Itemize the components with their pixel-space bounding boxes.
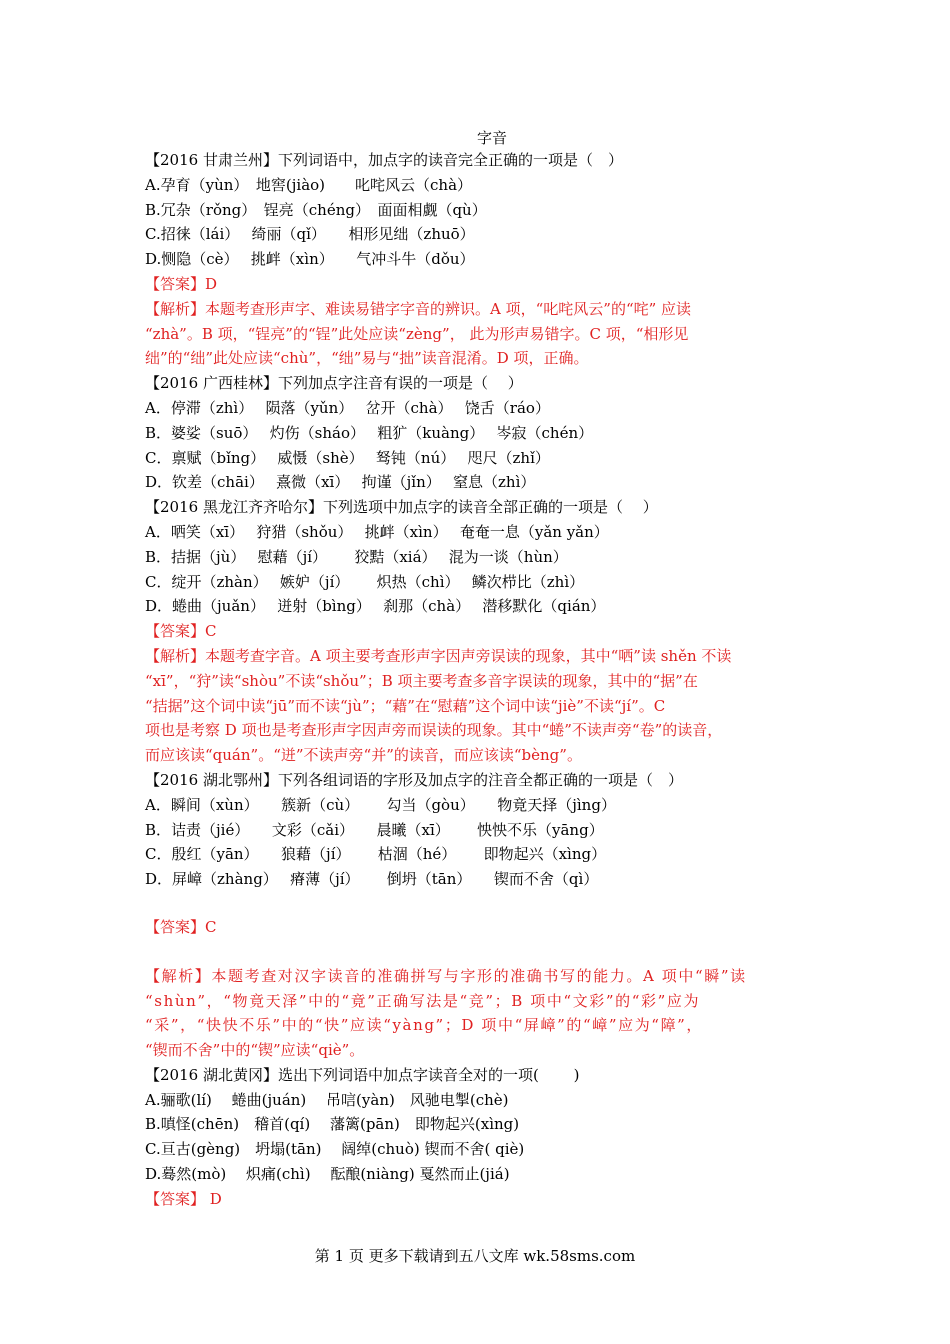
q2-option-c: C．禀赋（bǐng） 威慑（shè） 驽钝（nú） 咫尺（zhǐ） xyxy=(145,448,550,467)
q3-analysis-line: 项也是考察 D 项也是考查形声字因声旁而误读的现象。其中“蜷”不读声旁“卷”的读音， xyxy=(145,721,723,740)
q4-option-d: D．屏嶂（zhàng） 瘠薄（jí） 倒坍（tān） 锲而不舍（qì） xyxy=(145,870,599,889)
page-title: 字音 xyxy=(476,129,507,147)
document-body xyxy=(145,148,825,1212)
q3-prompt: 【2016 黑龙江齐齐哈尔】下列选项中加点字的读音全部正确的一项是（ ） xyxy=(145,498,658,517)
q4-analysis-line: 【解析】本题考查对汉字读音的准确拼写与字形的准确书写的能力。A 项中“瞬”读 xyxy=(145,966,747,985)
q4-analysis-line: “锲而不舍”中的“锲”应读“qiè”。 xyxy=(145,1041,365,1060)
q5-option-b: B.嗔怪(chēn) 稽首(qí) 藩篱(pān) 即物起兴(xìng) xyxy=(145,1115,520,1134)
q1-analysis-line: 【解析】本题考查形声字、难读易错字字音的辨识。A 项，“叱咤风云”的“咤” 应读 xyxy=(145,299,692,318)
q3-analysis-line: 【解析】本题考查字音。A 项主要考查形声字因声旁误读的现象，其中“哂”读 shěn 不读 xyxy=(145,646,732,665)
q3-option-a: A．哂笑（xī） 狩猎（shǒu） 挑衅（xìn） 奄奄一息（yǎn yǎn） xyxy=(145,522,609,541)
q1-prompt: 【2016 甘肃兰州】下列词语中，加点字的读音完全正确的一项是（ ） xyxy=(145,151,623,169)
q1-option-c: C.招徕（lái） 绮丽（qǐ） 相形见绌（zhuō） xyxy=(145,225,475,244)
q2-option-a: A．停滞（zhì） 陨落（yǔn） 岔开（chà） 饶舌（ráo） xyxy=(145,398,550,417)
q4-analysis-line: “shùn”，“物竟天泽”中的“竟”正确写法是“竞”；B 项中“文彩”的“彩”应为 xyxy=(145,991,701,1010)
paragraph-gap xyxy=(145,892,825,916)
q3-answer: 【答案】C xyxy=(145,622,217,641)
q2-option-d: D．钦差（chāi） 熹微（xī） 拘谨（jǐn） 窒息（zhì） xyxy=(145,473,536,492)
q1-analysis-line: 绌”的“绌”此处应读“chù”，“绌”易与“拙”读音混淆。D 项，正确。 xyxy=(145,349,589,368)
q4-option-a: A．瞬间（xùn） 簇新（cù） 勾当（gòu） 物竟天择（jìng） xyxy=(145,795,616,814)
q4-option-b: B．诘责（jié） 文彩（cǎi） 晨曦（xī） 怏怏不乐（yāng） xyxy=(145,820,604,839)
q3-analysis-line: “xī”，“狩”读“shòu”不读“shǒu”；B 项主要考查多音字误读的现象，其中的“据”在 xyxy=(145,671,698,690)
q3-option-b: B．拮据（jù） 慰藉（jí） 狡黠（xiá） 混为一谈（hùn） xyxy=(145,547,568,566)
q3-option-c: C．绽开（zhàn） 嫉妒（jí） 炽热（chì） 鳞次栉比（zhì） xyxy=(145,572,585,591)
q5-option-d: D.蓦然(mò) 炽痛(chì) 酝酿(niàng) 戛然而止(jiá) xyxy=(145,1165,510,1184)
q1-option-b: B.冗杂（rǒng） 锃亮（chéng） 面面相觑（qù） xyxy=(145,200,487,219)
q1-analysis-line: “zhà”。B 项，“锃亮”的“锃”此处应读“zèng”， 此为形声易错字。C 项，“相形见 xyxy=(145,324,689,343)
q4-prompt: 【2016 湖北鄂州】下列各组词语的字形及加点字的注音全都正确的一项是（ ） xyxy=(145,770,683,789)
q3-analysis-line: 而应该读“quán”。“迸”不读声旁“并”的读音，而应该读“bèng”。 xyxy=(145,746,582,765)
q5-option-a: A.骊歌(lí) 蜷曲(juán) 吊唁(yàn) 风驰电掣(chè) xyxy=(145,1090,509,1109)
q1-answer: 【答案】D xyxy=(145,274,218,293)
q2-prompt: 【2016 广西桂林】下列加点字注音有误的一项是（ ） xyxy=(145,374,523,393)
q4-answer: 【答案】C xyxy=(145,918,217,937)
q2-option-b: B．婆娑（suō） 灼伤（sháo） 粗犷（kuàng） 岑寂（chén） xyxy=(145,423,594,442)
q4-analysis-line: “采”，“快快不乐”中的“快”应读“yàng”；D 项中“屏嶂”的“嶂”应为“障”， xyxy=(145,1016,704,1035)
paragraph-gap xyxy=(145,940,825,964)
q3-option-d: D．蜷曲（juǎn） 迸射（bìng） 刹那（chà） 潜移默化（qián） xyxy=(145,597,606,616)
q5-answer: 【答案】 D xyxy=(145,1189,222,1208)
page-footer: 第 1 页 更多下载请到五八文库 wk.58sms.com xyxy=(314,1247,636,1265)
q5-option-c: C.亘古(gèng) 坍塌(tān) 阔绰(chuò) 锲而不舍( qiè) xyxy=(145,1140,525,1159)
q1-option-a: A.孕育（yùn） 地窖(jiào) 叱咤风云（chà） xyxy=(145,175,473,194)
q3-analysis-line: “拮据”这个词中读“jū”而不读“jù”；“藉”在“慰藉”这个词中读“jiè”不读“jí”。C xyxy=(145,696,666,715)
q4-option-c: C．殷红（yān） 狼藉（jí） 枯涸（hé） 即物起兴（xìng） xyxy=(145,845,607,864)
q1-option-d: D.恻隐（cè） 挑衅（xìn） 气冲斗牛（dǒu） xyxy=(145,250,475,269)
q5-prompt: 【2016 湖北黄冈】选出下列词语中加点字读音全对的一项( ) xyxy=(145,1065,580,1084)
